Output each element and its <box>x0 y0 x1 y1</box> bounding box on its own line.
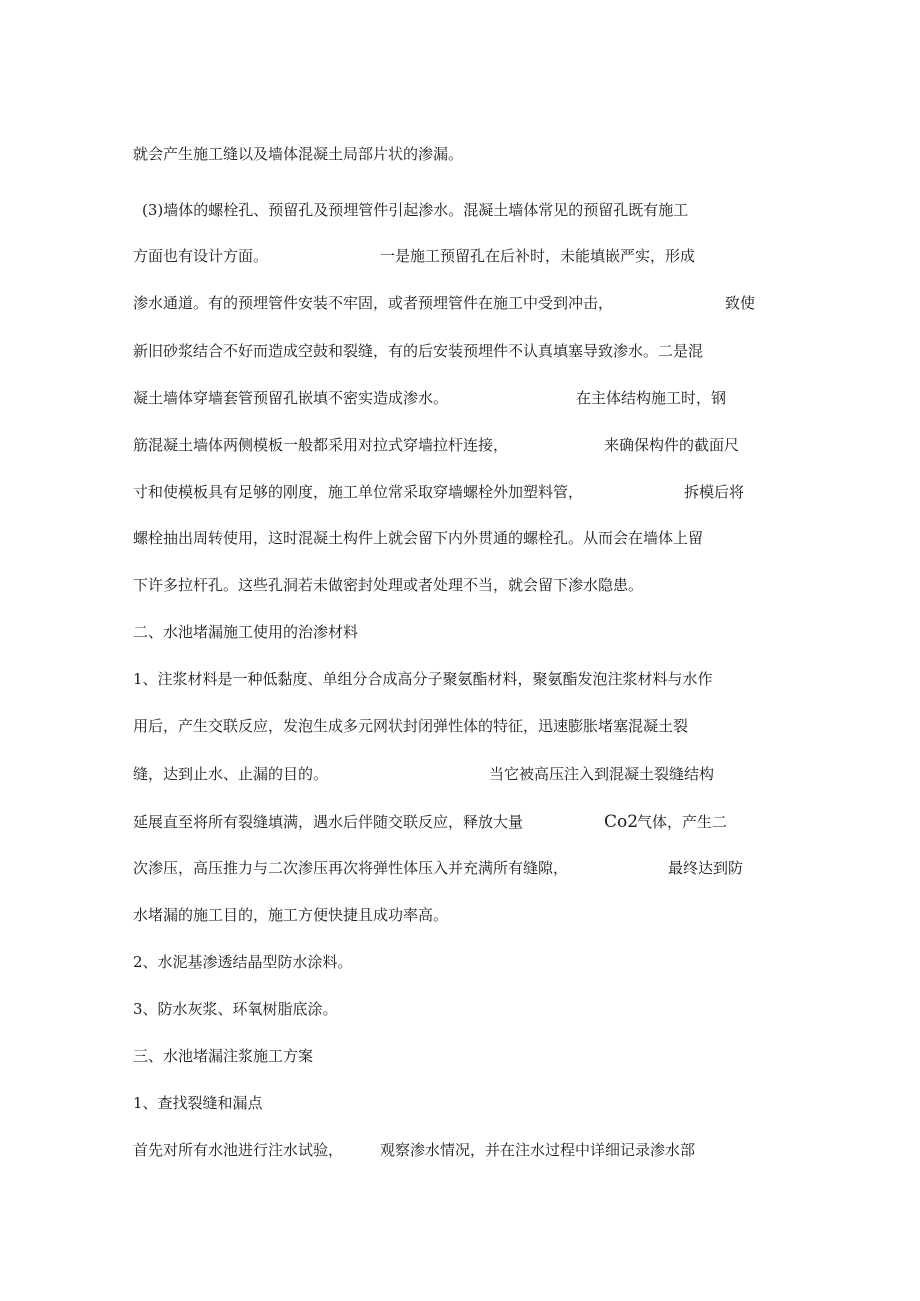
text-segment: 就会产生施工缝以及墙体混凝土局部片状的渗漏。 <box>133 145 464 163</box>
section-heading <box>0 620 920 644</box>
text-segment: 来确保构件的截面尺 <box>604 436 740 454</box>
text-segment: 方面也有设计方面。 <box>133 247 269 265</box>
text-segment: 致使 <box>725 294 756 312</box>
text-line <box>0 480 920 504</box>
text-segment: (3)墙体的螺栓孔、预留孔及预埋管件引起渗水。混凝土墙体常见的预留孔既有施工 <box>142 201 689 219</box>
text-line <box>0 667 920 691</box>
text-segment: 水堵漏的施工目的，施工方便快捷且成功率高。 <box>133 906 449 924</box>
text-segment: 延展直至将所有裂缝填满，遇水后伴随交联反应，释放大量 <box>133 813 524 831</box>
text-segment: 三、水池堵漏注浆施工方案 <box>133 1047 314 1065</box>
section-heading <box>0 1044 920 1068</box>
text-segment: 拆模后将 <box>684 483 745 501</box>
text-line <box>0 244 920 268</box>
text-segment: 下许多拉杆孔。这些孔洞若未做密封处理或者处理不当，就会留下渗水隐患。 <box>133 576 644 594</box>
text-line <box>0 1138 920 1162</box>
text-segment: 在主体结构施工时，钢 <box>576 389 727 407</box>
text-segment: 次渗压，高压推力与二次渗压再次将弹性体压入并充满所有缝隙， <box>133 859 569 877</box>
text-line <box>0 714 920 738</box>
text-segment: 筋混凝土墙体两侧模板一般都采用对拉式穿墙拉杆连接， <box>133 436 509 454</box>
text-segment: 3、防水灰浆、环氧树脂底涂。 <box>133 1000 338 1018</box>
text-line <box>0 142 920 166</box>
text-segment: 缝，达到止水、止漏的目的。 <box>133 765 329 783</box>
text-segment: 最终达到防 <box>668 859 744 877</box>
text-segment: 观察渗水情况，并在注水过程中详细记录渗水部 <box>380 1141 696 1159</box>
text-segment: Co2 <box>604 812 639 832</box>
text-segment: 气体，产生二 <box>637 813 728 831</box>
text-segment: 用后，产生交联反应，发泡生成多元网状封闭弹性体的特征，迅速膨胀堵塞混凝土裂 <box>133 717 689 735</box>
text-segment: 一是施工预留孔在后补时，未能填嵌严实，形成 <box>380 247 696 265</box>
text-segment: 2、水泥基渗透结晶型防水涂料。 <box>133 953 353 971</box>
list-item <box>0 997 920 1021</box>
text-segment: 1、查找裂缝和漏点 <box>133 1094 263 1112</box>
text-line <box>0 573 920 597</box>
text-segment: 当它被高压注入到混凝土裂缝结构 <box>489 765 715 783</box>
text-segment: 渗水通道。有的预埋管件安装不牢固，或者预埋管件在施工中受到冲击， <box>133 294 614 312</box>
text-line <box>0 903 920 927</box>
text-segment: 首先对所有水池进行注水试验， <box>133 1141 344 1159</box>
text-segment: 新旧砂浆结合不好而造成空鼓和裂缝，有的后安装预埋件不认真填塞导致渗水。二是混 <box>133 342 704 360</box>
text-line <box>0 762 920 786</box>
text-segment: 寸和使模板具有足够的刚度，施工单位常采取穿墙螺栓外加塑料管， <box>133 483 584 501</box>
text-line <box>0 291 920 315</box>
text-segment: 1、注浆材料是一种低黏度、单组分合成高分子聚氨酯材料，聚氨酯发泡注浆材料与水作 <box>133 670 713 688</box>
text-line <box>0 856 920 880</box>
text-segment: 二、水池堵漏施工使用的治渗材料 <box>133 623 359 641</box>
text-line <box>0 526 920 550</box>
text-line <box>0 433 920 457</box>
text-segment: 凝土墙体穿墙套管预留孔嵌填不密实造成渗水。 <box>133 389 449 407</box>
text-line <box>0 198 920 222</box>
text-line <box>0 339 920 363</box>
subsection-heading <box>0 1091 920 1115</box>
list-item <box>0 950 920 974</box>
text-line <box>0 810 920 834</box>
text-segment: 螺栓抽出周转使用，这时混凝土构件上就会留下内外贯通的螺栓孔。从而会在墙体上留 <box>133 529 704 547</box>
text-line <box>0 386 920 410</box>
